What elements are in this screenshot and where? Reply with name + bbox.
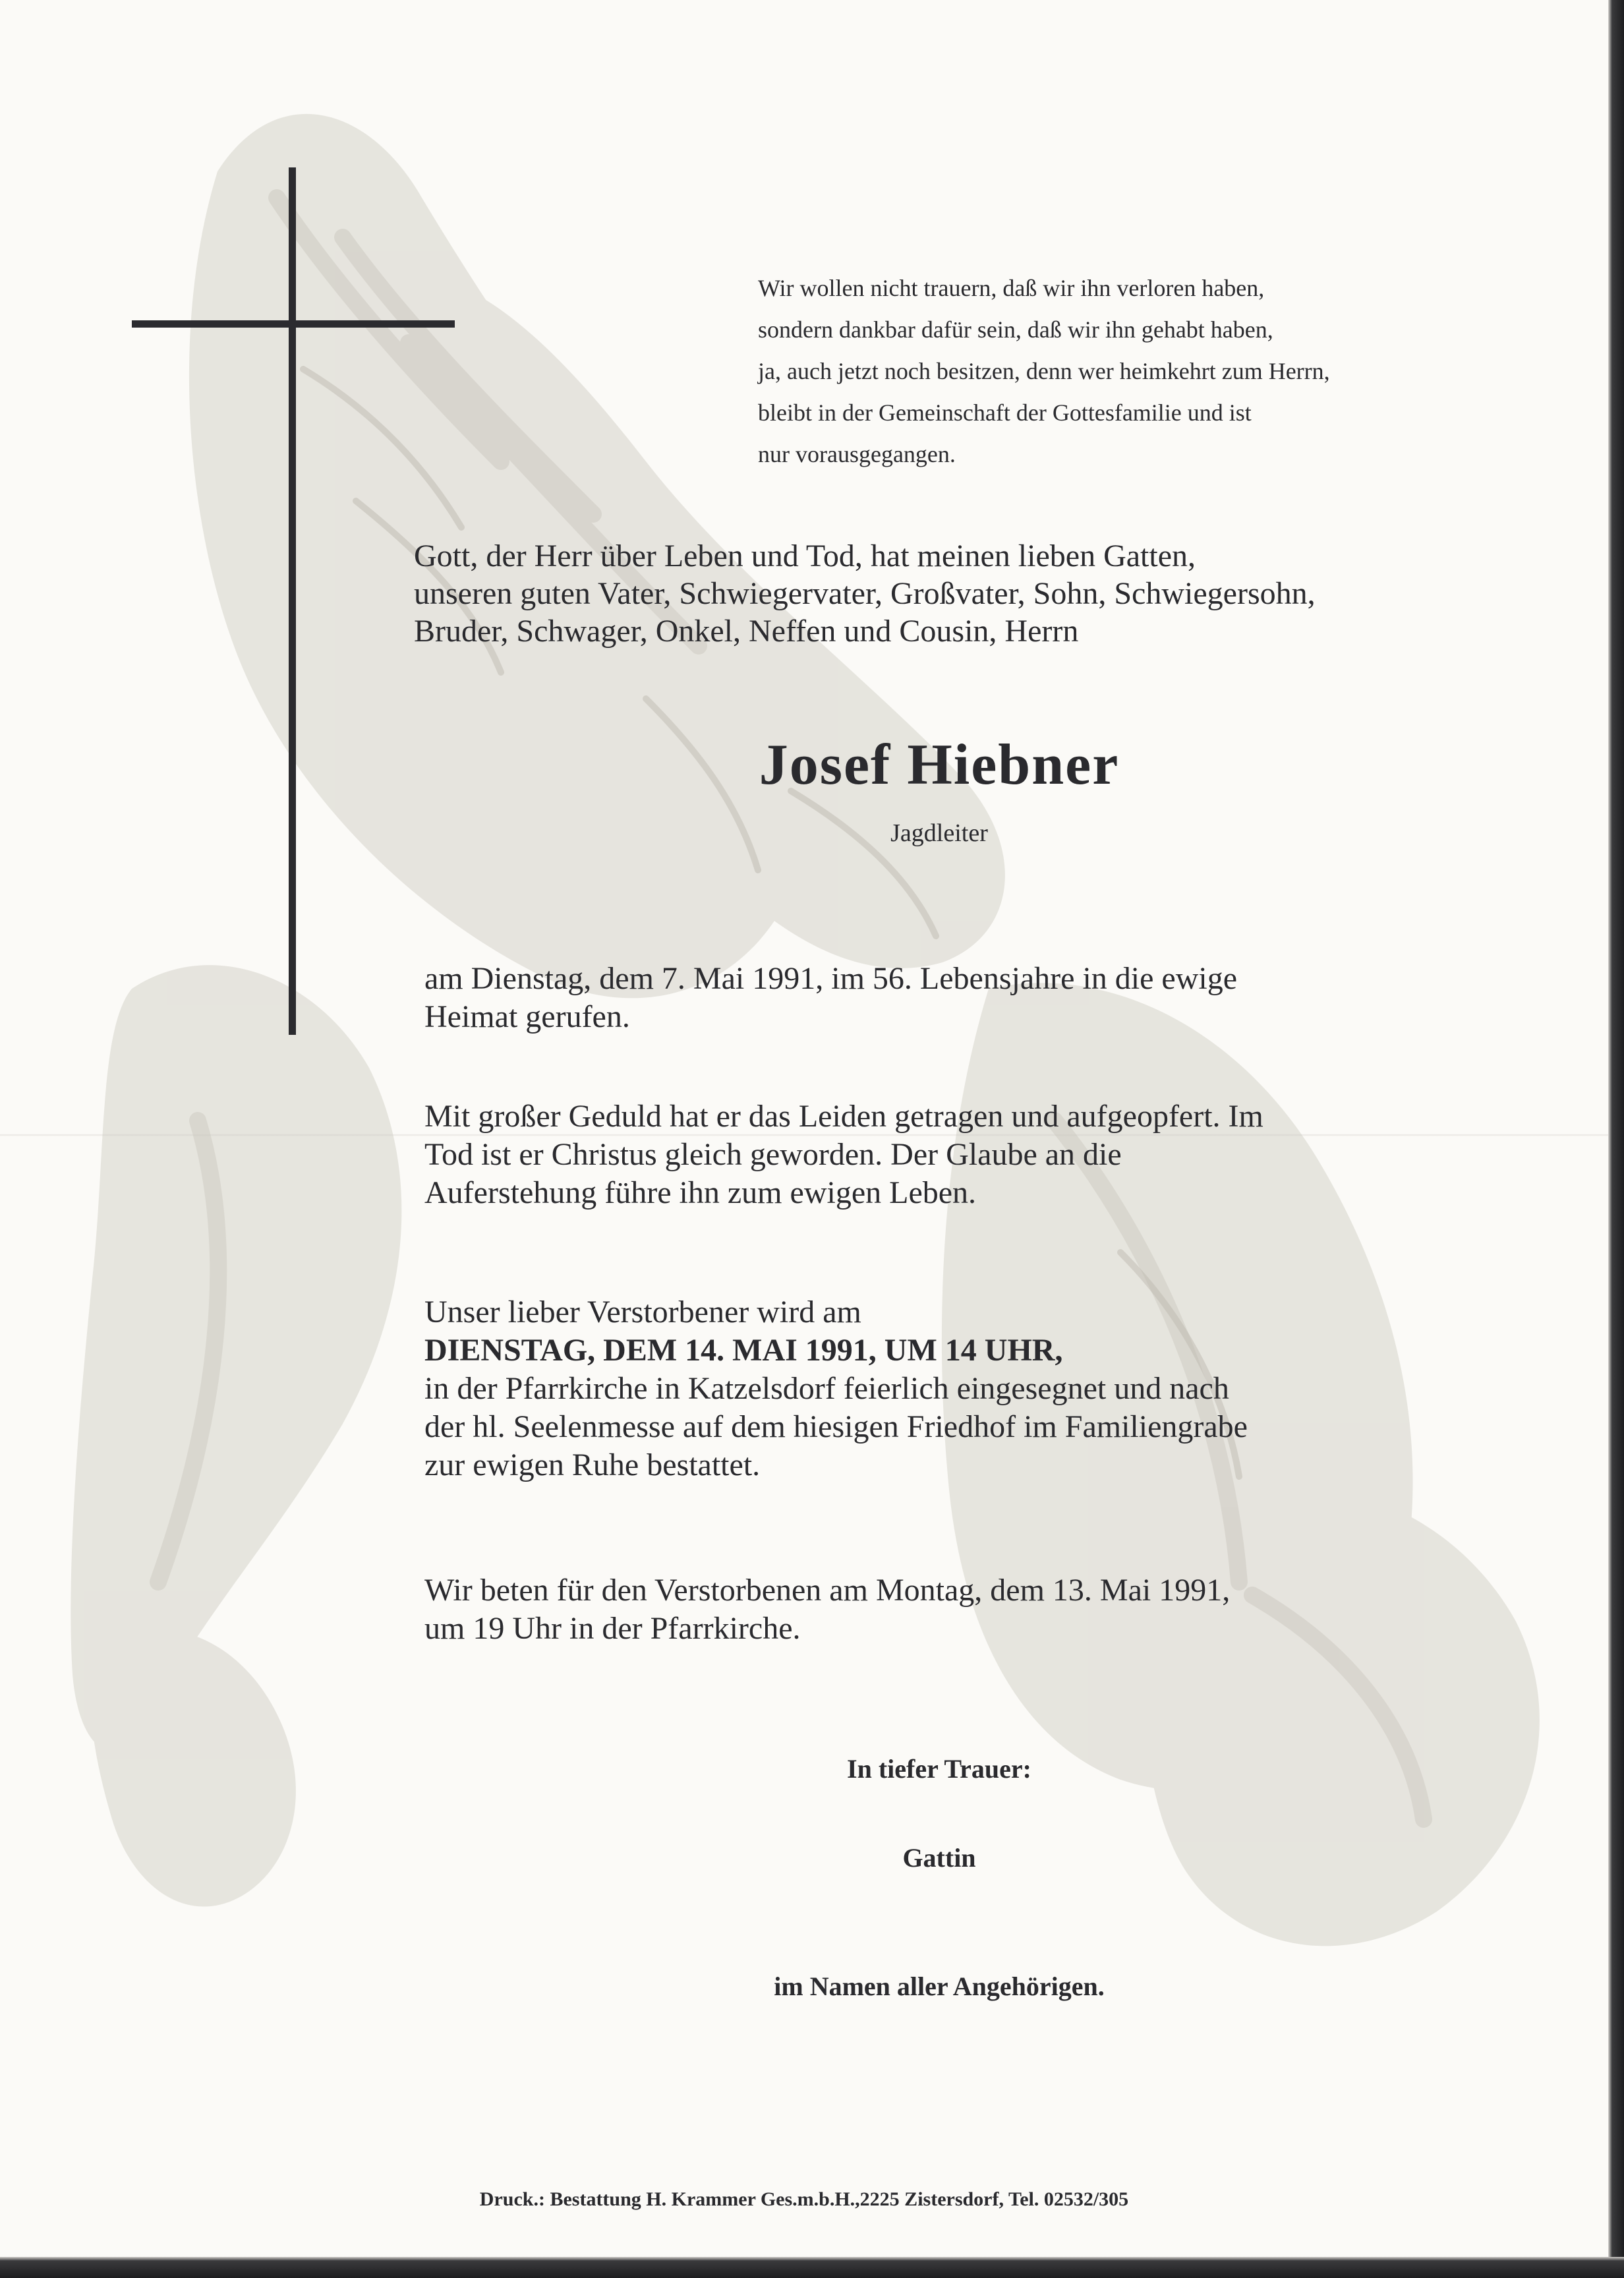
- cross-horizontal-bar: [132, 320, 455, 328]
- faith-line: Tod ist er Christus gleich geworden. Der Glaube an die: [424, 1137, 1122, 1172]
- funeral-paragraph: [424, 1293, 1545, 1484]
- death-notice-line: Heimat gerufen.: [424, 999, 630, 1034]
- prayer-line: Wir beten für den Verstorbenen am Montag, dem 13. Mai 1991,: [424, 1573, 1231, 1608]
- quote-line: sondern dankbar dafür sein, daß wir ihn gehabt haben,: [758, 316, 1273, 343]
- quote-line: ja, auch jetzt noch besitzen, denn wer heimkehrt zum Herrn,: [758, 358, 1330, 384]
- death-notice-paragraph: [424, 960, 1545, 1036]
- funeral-line: der hl. Seelenmesse auf dem hiesigen Friedhof im Familiengrabe: [424, 1409, 1248, 1444]
- prayer-line: um 19 Uhr in der Pfarrkirche.: [424, 1611, 801, 1646]
- memorial-quote: [758, 268, 1549, 475]
- scan-edge-bottom: [0, 2257, 1624, 2278]
- faith-line: Auferstehung führe ihn zum ewigen Leben.: [424, 1175, 977, 1210]
- quote-line: Wir wollen nicht trauern, daß wir ihn verloren haben,: [758, 275, 1265, 301]
- family-signature: im Namen aller Angehörigen.: [774, 1971, 1105, 2001]
- deceased-name: Josef Hiebner: [759, 733, 1120, 797]
- funeral-line: zur ewigen Ruhe bestattet.: [424, 1447, 761, 1482]
- funeral-intro-line: Unser lieber Verstorbener wird am: [424, 1295, 861, 1329]
- spouse-signature: Gattin: [902, 1843, 976, 1873]
- funeral-line: in der Pfarrkirche in Katzelsdorf feierlich eingesegnet und nach: [424, 1371, 1229, 1406]
- prayer-paragraph: [424, 1571, 1545, 1648]
- mourning-heading: In tiefer Trauer:: [847, 1754, 1031, 1784]
- quote-line: bleibt in der Gemeinschaft der Gottesfamilie und ist: [758, 399, 1252, 426]
- intro-line: unseren guten Vater, Schwiegervater, Großvater, Sohn, Schwiegersohn,: [414, 576, 1316, 611]
- death-notice-line: am Dienstag, dem 7. Mai 1991, im 56. Lebensjahre in die ewige: [424, 961, 1238, 996]
- deceased-title: Jagdleiter: [890, 819, 988, 847]
- faith-line: Mit großer Geduld hat er das Leiden getragen und aufgeopfert. Im: [424, 1099, 1263, 1134]
- printer-credit: Druck.: Bestattung H. Krammer Ges.m.b.H.,2225 Zistersdorf, Tel. 02532/305: [479, 2188, 1129, 2210]
- intro-paragraph: [414, 537, 1534, 650]
- faith-paragraph: [424, 1097, 1545, 1212]
- cross-vertical-bar: [289, 167, 296, 1035]
- quote-line: nur vorausgegangen.: [758, 441, 956, 467]
- funeral-date-line: DIENSTAG, DEM 14. MAI 1991, UM 14 UHR,: [424, 1333, 1063, 1368]
- intro-line: Bruder, Schwager, Onkel, Neffen und Cousin, Herrn: [414, 614, 1079, 649]
- intro-line: Gott, der Herr über Leben und Tod, hat meinen lieben Gatten,: [414, 539, 1196, 573]
- scan-edge-right: [1608, 0, 1624, 2278]
